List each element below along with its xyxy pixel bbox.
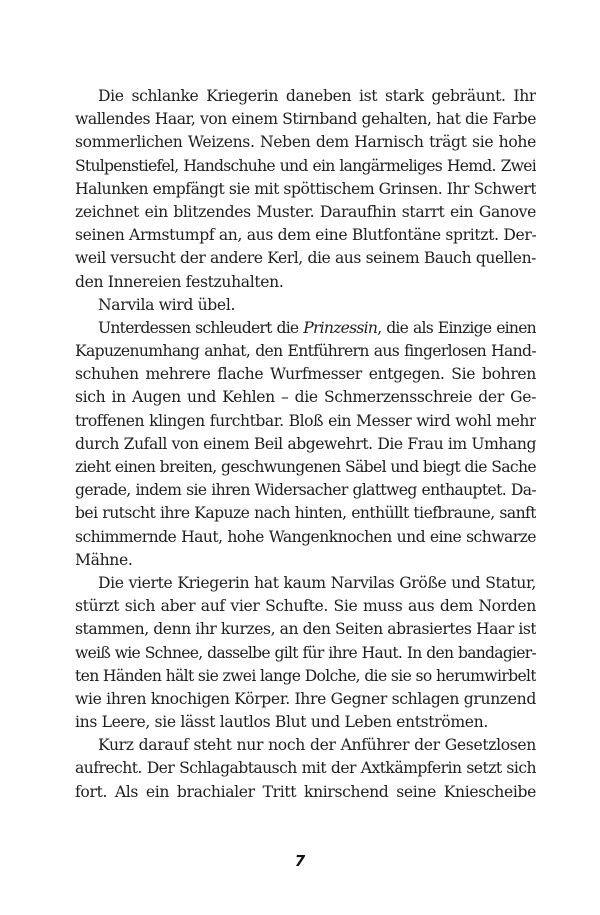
text-line: ten Händen hält sie zwei lange Dolche, die sie so herumwirbelt (75, 666, 536, 685)
italic-word: Prinzessin (303, 318, 378, 337)
text-line: aufrecht. Der Schlagabtausch mit der Axtkämpferin setzt sich (75, 759, 536, 778)
text-line: Kurz darauf steht nur noch der Anführer der Gesetzlosen (98, 736, 536, 755)
text-line: zieht einen breiten, geschwungenen Säbel und biegt die Sache (75, 458, 536, 476)
text-line: schuhen mehrere flache Wurfmesser entgegen. Sie bohren (75, 365, 536, 384)
text-line: bei rutscht ihre Kapuze nach hinten, enthüllt tiefbraune, sanft (75, 504, 536, 523)
text-line: durch Zufall von einem Beil abgewehrt. Die Frau im Umhang (75, 434, 536, 453)
page-number: 7 (294, 852, 306, 870)
body-text (75, 85, 536, 804)
text-run: , die als Einzige einen (377, 318, 536, 337)
text-line: Narvila wird übel. (98, 295, 236, 314)
text-line: Stulpenstiefel, Handschuhe und ein langärmeliges Hemd. Zwei (75, 156, 536, 175)
text-line: stürzt sich aber auf vier Schufte. Sie muss aus dem Norden (75, 597, 536, 616)
text-line: Kapuzenumhang anhat, den Entführern aus fingerlosen Hand- (75, 342, 536, 361)
text-line: Mähne. (75, 550, 133, 569)
text-line: Die schlanke Kriegerin daneben ist stark gebräunt. Ihr (98, 87, 536, 105)
text-line: Halunken empfängt sie mit spöttischem Grinsen. Ihr Schwert (75, 179, 536, 198)
text-line: weiß wie Schnee, dasselbe gilt für ihre Haut. In den bandagier- (75, 643, 536, 662)
text-line: ins Leere, sie lässt lautlos Blut und Leben entströmen. (75, 713, 488, 732)
text-line: gerade, indem sie ihren Widersacher glattweg enthauptet. Da- (75, 481, 536, 500)
text-line: troffenen klingen furchtbar. Bloß ein Messer wird wohl mehr (75, 411, 536, 430)
text-line: fort. Als ein brachialer Tritt knirschend seine Kniescheibe (75, 782, 536, 801)
text-line: zeichnet ein blitzendes Muster. Daraufhin starrt ein Ganove (75, 202, 536, 221)
text-line: wie ihren knochigen Körper. Ihre Gegner schlagen grunzend (75, 689, 536, 708)
text-line: sich in Augen und Kehlen – die Schmerzensschreie der Ge- (75, 388, 536, 407)
text-run: Unterdessen schleudert die (98, 318, 304, 337)
text-line: wallendes Haar, von einem Stirnband gehalten, hat die Farbe (75, 110, 536, 129)
text-line: schimmernde Haut, hohe Wangenknochen und eine schwarze (75, 527, 536, 546)
text-line (75, 317, 536, 340)
text-line: weil versucht der andere Kerl, die aus seinem Bauch quellen- (75, 249, 536, 268)
text-line: seinen Armstumpf an, aus dem eine Blutfontäne spritzt. Der- (75, 226, 536, 245)
text-line: Die vierte Kriegerin hat kaum Narvilas Größe und Statur, (98, 573, 536, 592)
text-line: stammen, denn ihr kurzes, an den Seiten abrasiertes Haar ist (75, 620, 536, 639)
text-line: den Innereien festzuhalten. (75, 272, 284, 291)
text-line: sommerlichen Weizens. Neben dem Harnisch trägt sie hohe (75, 133, 536, 152)
